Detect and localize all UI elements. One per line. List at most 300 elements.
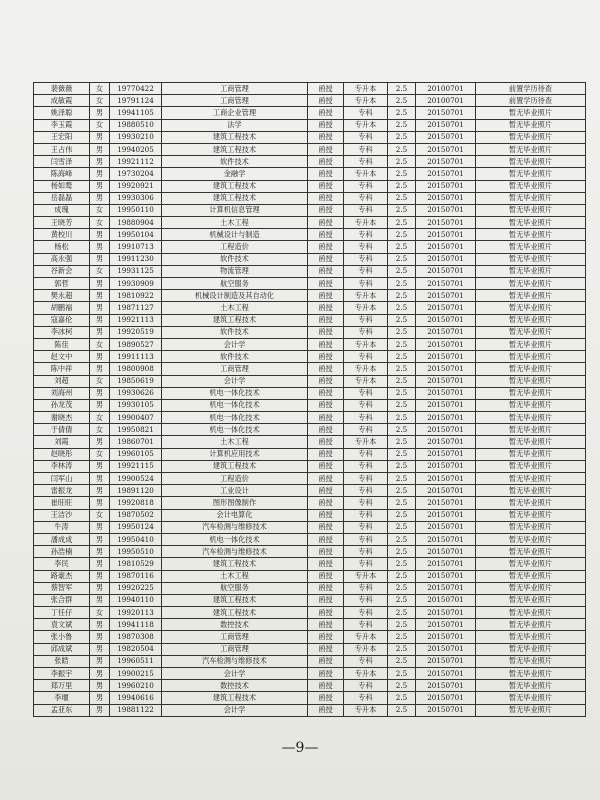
level-cell: 专科 bbox=[344, 326, 388, 338]
graduation-date-cell: 20150701 bbox=[416, 473, 476, 485]
table-row bbox=[34, 680, 586, 692]
remark-cell: 暂无毕业照片 bbox=[476, 619, 586, 631]
remark-cell: 暂无毕业照片 bbox=[476, 217, 586, 229]
remark-cell: 暂无毕业照片 bbox=[476, 314, 586, 326]
birth-date-cell: 19730204 bbox=[110, 168, 162, 180]
level-cell: 专科 bbox=[344, 473, 388, 485]
birth-date-cell: 19870502 bbox=[110, 509, 162, 521]
student-name-cell: 王占伟 bbox=[34, 143, 90, 155]
study-mode-cell: 函授 bbox=[308, 83, 344, 95]
level-cell: 专科 bbox=[344, 192, 388, 204]
graduation-date-cell: 20150701 bbox=[416, 594, 476, 606]
sex-cell: 男 bbox=[90, 143, 110, 155]
level-cell: 专升本 bbox=[344, 704, 388, 716]
duration-cell: 2.5 bbox=[388, 582, 416, 594]
study-mode-cell: 函授 bbox=[308, 290, 344, 302]
student-name-cell: 成瑰 bbox=[34, 204, 90, 216]
student-name-cell: 李玉霞 bbox=[34, 119, 90, 131]
remark-cell: 暂无毕业照片 bbox=[476, 692, 586, 704]
sex-cell: 男 bbox=[90, 314, 110, 326]
table-row bbox=[34, 229, 586, 241]
sex-cell: 女 bbox=[90, 412, 110, 424]
major-cell: 数控技术 bbox=[162, 680, 308, 692]
study-mode-cell: 函授 bbox=[308, 558, 344, 570]
major-cell: 机电一体化技术 bbox=[162, 424, 308, 436]
level-cell: 专科 bbox=[344, 131, 388, 143]
sex-cell: 男 bbox=[90, 192, 110, 204]
major-cell: 建筑工程技术 bbox=[162, 558, 308, 570]
student-name-cell: 王洁沙 bbox=[34, 509, 90, 521]
graduation-date-cell: 20150701 bbox=[416, 338, 476, 350]
sex-cell: 女 bbox=[90, 607, 110, 619]
birth-date-cell: 19950124 bbox=[110, 521, 162, 533]
birth-date-cell: 19900407 bbox=[110, 412, 162, 424]
graduate-records-table bbox=[33, 82, 586, 717]
sex-cell: 男 bbox=[90, 485, 110, 497]
level-cell: 专科 bbox=[344, 558, 388, 570]
major-cell: 建筑工程技术 bbox=[162, 192, 308, 204]
level-cell: 专科 bbox=[344, 485, 388, 497]
level-cell: 专升本 bbox=[344, 436, 388, 448]
student-name-cell: 李林涛 bbox=[34, 460, 90, 472]
major-cell: 计算机信息管理 bbox=[162, 204, 308, 216]
sex-cell: 男 bbox=[90, 229, 110, 241]
remark-cell: 暂无毕业照片 bbox=[476, 655, 586, 667]
sex-cell: 女 bbox=[90, 265, 110, 277]
level-cell: 专科 bbox=[344, 607, 388, 619]
major-cell: 建筑工程技术 bbox=[162, 180, 308, 192]
duration-cell: 2.5 bbox=[388, 363, 416, 375]
sex-cell: 男 bbox=[90, 533, 110, 545]
remark-cell: 暂无毕业照片 bbox=[476, 241, 586, 253]
sex-cell: 男 bbox=[90, 582, 110, 594]
study-mode-cell: 函授 bbox=[308, 143, 344, 155]
study-mode-cell: 函授 bbox=[308, 253, 344, 265]
table-row bbox=[34, 436, 586, 448]
graduation-date-cell: 20150701 bbox=[416, 131, 476, 143]
birth-date-cell: 19810529 bbox=[110, 558, 162, 570]
sex-cell: 男 bbox=[90, 253, 110, 265]
birth-date-cell: 19880510 bbox=[110, 119, 162, 131]
duration-cell: 2.5 bbox=[388, 265, 416, 277]
duration-cell: 2.5 bbox=[388, 594, 416, 606]
sex-cell: 女 bbox=[90, 83, 110, 95]
remark-cell: 暂无毕业照片 bbox=[476, 278, 586, 290]
student-name-cell: 牛涛 bbox=[34, 521, 90, 533]
remark-cell: 暂无毕业照片 bbox=[476, 582, 586, 594]
level-cell: 专科 bbox=[344, 509, 388, 521]
study-mode-cell: 函授 bbox=[308, 607, 344, 619]
birth-date-cell: 19920519 bbox=[110, 326, 162, 338]
table-row bbox=[34, 156, 586, 168]
birth-date-cell: 19820504 bbox=[110, 643, 162, 655]
level-cell: 专科 bbox=[344, 424, 388, 436]
study-mode-cell: 函授 bbox=[308, 375, 344, 387]
sex-cell: 男 bbox=[90, 278, 110, 290]
birth-date-cell: 19930105 bbox=[110, 399, 162, 411]
table-row bbox=[34, 497, 586, 509]
birth-date-cell: 19950410 bbox=[110, 533, 162, 545]
table-row bbox=[34, 643, 586, 655]
major-cell: 软件技术 bbox=[162, 351, 308, 363]
major-cell: 土木工程 bbox=[162, 436, 308, 448]
major-cell: 机电一体化技术 bbox=[162, 533, 308, 545]
study-mode-cell: 函授 bbox=[308, 204, 344, 216]
graduation-date-cell: 20150701 bbox=[416, 314, 476, 326]
birth-date-cell: 19950104 bbox=[110, 229, 162, 241]
page-number: —9— bbox=[281, 740, 319, 756]
remark-cell: 暂无毕业照片 bbox=[476, 473, 586, 485]
duration-cell: 2.5 bbox=[388, 253, 416, 265]
study-mode-cell: 函授 bbox=[308, 704, 344, 716]
sex-cell: 男 bbox=[90, 290, 110, 302]
student-name-cell: 姚泽聪 bbox=[34, 107, 90, 119]
remark-cell: 暂无毕业照片 bbox=[476, 460, 586, 472]
duration-cell: 2.5 bbox=[388, 619, 416, 631]
level-cell: 专升本 bbox=[344, 83, 388, 95]
student-name-cell: 杨如鹜 bbox=[34, 180, 90, 192]
duration-cell: 2.5 bbox=[388, 290, 416, 302]
study-mode-cell: 函授 bbox=[308, 241, 344, 253]
remark-cell: 暂无毕业照片 bbox=[476, 265, 586, 277]
remark-cell: 暂无毕业照片 bbox=[476, 168, 586, 180]
sex-cell: 女 bbox=[90, 217, 110, 229]
level-cell: 专科 bbox=[344, 107, 388, 119]
table-row bbox=[34, 668, 586, 680]
remark-cell: 前置学历待查 bbox=[476, 83, 586, 95]
student-name-cell: 樊永超 bbox=[34, 290, 90, 302]
sex-cell: 男 bbox=[90, 704, 110, 716]
level-cell: 专科 bbox=[344, 582, 388, 594]
study-mode-cell: 函授 bbox=[308, 131, 344, 143]
remark-cell: 暂无毕业照片 bbox=[476, 107, 586, 119]
sex-cell: 男 bbox=[90, 655, 110, 667]
table-row bbox=[34, 204, 586, 216]
sex-cell: 男 bbox=[90, 680, 110, 692]
level-cell: 专科 bbox=[344, 460, 388, 472]
sex-cell: 男 bbox=[90, 570, 110, 582]
remark-cell: 暂无毕业照片 bbox=[476, 570, 586, 582]
level-cell: 专升本 bbox=[344, 631, 388, 643]
study-mode-cell: 函授 bbox=[308, 326, 344, 338]
sex-cell: 男 bbox=[90, 156, 110, 168]
study-mode-cell: 函授 bbox=[308, 460, 344, 472]
remark-cell: 暂无毕业照片 bbox=[476, 546, 586, 558]
remark-cell: 暂无毕业照片 bbox=[476, 119, 586, 131]
major-cell: 软件技术 bbox=[162, 156, 308, 168]
remark-cell: 暂无毕业照片 bbox=[476, 631, 586, 643]
student-name-cell: 孙浩楠 bbox=[34, 546, 90, 558]
student-name-cell: 李振宇 bbox=[34, 668, 90, 680]
birth-date-cell: 19910713 bbox=[110, 241, 162, 253]
remark-cell: 暂无毕业照片 bbox=[476, 509, 586, 521]
major-cell: 土木工程 bbox=[162, 570, 308, 582]
table-row bbox=[34, 143, 586, 155]
remark-cell: 暂无毕业照片 bbox=[476, 412, 586, 424]
student-name-cell: 谢晓杰 bbox=[34, 412, 90, 424]
graduation-date-cell: 20150701 bbox=[416, 558, 476, 570]
level-cell: 专升本 bbox=[344, 668, 388, 680]
major-cell: 会计电算化 bbox=[162, 509, 308, 521]
student-name-cell: 孟亚东 bbox=[34, 704, 90, 716]
major-cell: 工商管理 bbox=[162, 631, 308, 643]
table-row bbox=[34, 546, 586, 558]
birth-date-cell: 19860701 bbox=[110, 436, 162, 448]
major-cell: 图形图像制作 bbox=[162, 497, 308, 509]
student-name-cell: 孙龙茂 bbox=[34, 399, 90, 411]
level-cell: 专科 bbox=[344, 265, 388, 277]
major-cell: 机械设计与制造 bbox=[162, 229, 308, 241]
student-name-cell: 陈佳 bbox=[34, 338, 90, 350]
duration-cell: 2.5 bbox=[388, 643, 416, 655]
level-cell: 专科 bbox=[344, 546, 388, 558]
study-mode-cell: 函授 bbox=[308, 643, 344, 655]
study-mode-cell: 函授 bbox=[308, 314, 344, 326]
graduation-date-cell: 20150701 bbox=[416, 692, 476, 704]
table-row bbox=[34, 448, 586, 460]
remark-cell: 前置学历待查 bbox=[476, 95, 586, 107]
level-cell: 专升本 bbox=[344, 570, 388, 582]
table-row bbox=[34, 570, 586, 582]
graduation-date-cell: 20150701 bbox=[416, 485, 476, 497]
duration-cell: 2.5 bbox=[388, 521, 416, 533]
duration-cell: 2.5 bbox=[388, 338, 416, 350]
birth-date-cell: 19950510 bbox=[110, 546, 162, 558]
birth-date-cell: 19930909 bbox=[110, 278, 162, 290]
table-row bbox=[34, 533, 586, 545]
study-mode-cell: 函授 bbox=[308, 436, 344, 448]
major-cell: 航空服务 bbox=[162, 582, 308, 594]
study-mode-cell: 函授 bbox=[308, 594, 344, 606]
remark-cell: 暂无毕业照片 bbox=[476, 338, 586, 350]
level-cell: 专升本 bbox=[344, 290, 388, 302]
sex-cell: 男 bbox=[90, 326, 110, 338]
major-cell: 工商企业管理 bbox=[162, 107, 308, 119]
level-cell: 专科 bbox=[344, 229, 388, 241]
remark-cell: 暂无毕业照片 bbox=[476, 351, 586, 363]
level-cell: 专科 bbox=[344, 314, 388, 326]
study-mode-cell: 函授 bbox=[308, 692, 344, 704]
study-mode-cell: 函授 bbox=[308, 278, 344, 290]
table-row bbox=[34, 558, 586, 570]
duration-cell: 2.5 bbox=[388, 509, 416, 521]
duration-cell: 2.5 bbox=[388, 704, 416, 716]
study-mode-cell: 函授 bbox=[308, 387, 344, 399]
study-mode-cell: 函授 bbox=[308, 668, 344, 680]
table-row bbox=[34, 375, 586, 387]
student-name-cell: 闫雪泽 bbox=[34, 156, 90, 168]
duration-cell: 2.5 bbox=[388, 412, 416, 424]
duration-cell: 2.5 bbox=[388, 180, 416, 192]
level-cell: 专科 bbox=[344, 692, 388, 704]
study-mode-cell: 函授 bbox=[308, 582, 344, 594]
duration-cell: 2.5 bbox=[388, 143, 416, 155]
student-name-cell: 丁任仔 bbox=[34, 607, 90, 619]
graduation-date-cell: 20150701 bbox=[416, 655, 476, 667]
major-cell: 金融学 bbox=[162, 168, 308, 180]
graduation-date-cell: 20150701 bbox=[416, 643, 476, 655]
birth-date-cell: 19891120 bbox=[110, 485, 162, 497]
level-cell: 专科 bbox=[344, 655, 388, 667]
graduation-date-cell: 20150701 bbox=[416, 607, 476, 619]
birth-date-cell: 19950821 bbox=[110, 424, 162, 436]
major-cell: 土木工程 bbox=[162, 217, 308, 229]
table-row bbox=[34, 704, 586, 716]
table-row bbox=[34, 399, 586, 411]
graduation-date-cell: 20150701 bbox=[416, 265, 476, 277]
major-cell: 软件技术 bbox=[162, 326, 308, 338]
sex-cell: 男 bbox=[90, 387, 110, 399]
major-cell: 建筑工程技术 bbox=[162, 143, 308, 155]
student-name-cell: 于倩倩 bbox=[34, 424, 90, 436]
major-cell: 建筑工程技术 bbox=[162, 594, 308, 606]
graduation-date-cell: 20150701 bbox=[416, 290, 476, 302]
remark-cell: 暂无毕业照片 bbox=[476, 704, 586, 716]
graduation-date-cell: 20150701 bbox=[416, 351, 476, 363]
graduation-date-cell: 20150701 bbox=[416, 363, 476, 375]
birth-date-cell: 19911113 bbox=[110, 351, 162, 363]
level-cell: 专科 bbox=[344, 278, 388, 290]
student-name-cell: 李冰柯 bbox=[34, 326, 90, 338]
major-cell: 建筑工程技术 bbox=[162, 131, 308, 143]
study-mode-cell: 函授 bbox=[308, 107, 344, 119]
sex-cell: 男 bbox=[90, 107, 110, 119]
study-mode-cell: 函授 bbox=[308, 680, 344, 692]
birth-date-cell: 19931125 bbox=[110, 265, 162, 277]
birth-date-cell: 19770422 bbox=[110, 83, 162, 95]
level-cell: 专升本 bbox=[344, 217, 388, 229]
sex-cell: 男 bbox=[90, 594, 110, 606]
level-cell: 专科 bbox=[344, 521, 388, 533]
sex-cell: 男 bbox=[90, 460, 110, 472]
major-cell: 汽车检测与维修技术 bbox=[162, 546, 308, 558]
level-cell: 专升本 bbox=[344, 363, 388, 375]
table-row bbox=[34, 363, 586, 375]
table-row bbox=[34, 460, 586, 472]
sex-cell: 男 bbox=[90, 168, 110, 180]
study-mode-cell: 函授 bbox=[308, 655, 344, 667]
sex-cell: 男 bbox=[90, 497, 110, 509]
sex-cell: 女 bbox=[90, 95, 110, 107]
birth-date-cell: 19870116 bbox=[110, 570, 162, 582]
level-cell: 专科 bbox=[344, 204, 388, 216]
study-mode-cell: 函授 bbox=[308, 180, 344, 192]
major-cell: 会计学 bbox=[162, 704, 308, 716]
remark-cell: 暂无毕业照片 bbox=[476, 668, 586, 680]
student-name-cell: 岳磊磊 bbox=[34, 192, 90, 204]
graduation-date-cell: 20150701 bbox=[416, 143, 476, 155]
major-cell: 计算机应用技术 bbox=[162, 448, 308, 460]
student-name-cell: 张皓 bbox=[34, 655, 90, 667]
birth-date-cell: 19960105 bbox=[110, 448, 162, 460]
birth-date-cell: 19911230 bbox=[110, 253, 162, 265]
duration-cell: 2.5 bbox=[388, 131, 416, 143]
study-mode-cell: 函授 bbox=[308, 448, 344, 460]
remark-cell: 暂无毕业照片 bbox=[476, 558, 586, 570]
graduation-date-cell: 20150701 bbox=[416, 497, 476, 509]
duration-cell: 2.5 bbox=[388, 351, 416, 363]
study-mode-cell: 函授 bbox=[308, 168, 344, 180]
graduation-date-cell: 20150701 bbox=[416, 387, 476, 399]
duration-cell: 2.5 bbox=[388, 424, 416, 436]
birth-date-cell: 19900524 bbox=[110, 473, 162, 485]
student-name-cell: 刘海州 bbox=[34, 387, 90, 399]
major-cell: 土木工程 bbox=[162, 302, 308, 314]
study-mode-cell: 函授 bbox=[308, 363, 344, 375]
duration-cell: 2.5 bbox=[388, 107, 416, 119]
graduation-date-cell: 20150701 bbox=[416, 570, 476, 582]
major-cell: 机电一体化技术 bbox=[162, 412, 308, 424]
table-row bbox=[34, 607, 586, 619]
table-row bbox=[34, 509, 586, 521]
birth-date-cell: 19810922 bbox=[110, 290, 162, 302]
study-mode-cell: 函授 bbox=[308, 399, 344, 411]
sex-cell: 男 bbox=[90, 619, 110, 631]
table-row bbox=[34, 485, 586, 497]
remark-cell: 暂无毕业照片 bbox=[476, 375, 586, 387]
level-cell: 专科 bbox=[344, 619, 388, 631]
duration-cell: 2.5 bbox=[388, 655, 416, 667]
duration-cell: 2.5 bbox=[388, 607, 416, 619]
sex-cell: 男 bbox=[90, 363, 110, 375]
remark-cell: 暂无毕业照片 bbox=[476, 363, 586, 375]
major-cell: 会计学 bbox=[162, 668, 308, 680]
table-body bbox=[34, 83, 586, 717]
graduation-date-cell: 20150701 bbox=[416, 278, 476, 290]
sex-cell: 男 bbox=[90, 558, 110, 570]
remark-cell: 暂无毕业照片 bbox=[476, 131, 586, 143]
remark-cell: 暂无毕业照片 bbox=[476, 521, 586, 533]
graduation-date-cell: 20150701 bbox=[416, 582, 476, 594]
major-cell: 会计学 bbox=[162, 338, 308, 350]
major-cell: 汽车检测与维修技术 bbox=[162, 655, 308, 667]
level-cell: 专升本 bbox=[344, 643, 388, 655]
duration-cell: 2.5 bbox=[388, 680, 416, 692]
level-cell: 专科 bbox=[344, 497, 388, 509]
level-cell: 专科 bbox=[344, 351, 388, 363]
birth-date-cell: 19941105 bbox=[110, 107, 162, 119]
graduation-date-cell: 20150701 bbox=[416, 680, 476, 692]
student-name-cell: 张小鲁 bbox=[34, 631, 90, 643]
remark-cell: 暂无毕业照片 bbox=[476, 680, 586, 692]
major-cell: 会计学 bbox=[162, 375, 308, 387]
major-cell: 航空服务 bbox=[162, 278, 308, 290]
student-name-cell: 杨松 bbox=[34, 241, 90, 253]
graduation-date-cell: 20150701 bbox=[416, 412, 476, 424]
student-name-cell: 蔡智军 bbox=[34, 582, 90, 594]
birth-date-cell: 19881122 bbox=[110, 704, 162, 716]
graduation-date-cell: 20150701 bbox=[416, 204, 476, 216]
student-name-cell: 闫军山 bbox=[34, 473, 90, 485]
student-name-cell: 崔旺旺 bbox=[34, 497, 90, 509]
level-cell: 专科 bbox=[344, 412, 388, 424]
level-cell: 专科 bbox=[344, 448, 388, 460]
duration-cell: 2.5 bbox=[388, 436, 416, 448]
graduation-date-cell: 20150701 bbox=[416, 521, 476, 533]
duration-cell: 2.5 bbox=[388, 168, 416, 180]
graduation-date-cell: 20150701 bbox=[416, 460, 476, 472]
major-cell: 工商管理 bbox=[162, 363, 308, 375]
remark-cell: 暂无毕业照片 bbox=[476, 497, 586, 509]
duration-cell: 2.5 bbox=[388, 217, 416, 229]
table-row bbox=[34, 168, 586, 180]
study-mode-cell: 函授 bbox=[308, 546, 344, 558]
remark-cell: 暂无毕业照片 bbox=[476, 204, 586, 216]
birth-date-cell: 19921112 bbox=[110, 156, 162, 168]
table-row bbox=[34, 692, 586, 704]
table-row bbox=[34, 241, 586, 253]
student-name-cell: 陈海峰 bbox=[34, 168, 90, 180]
